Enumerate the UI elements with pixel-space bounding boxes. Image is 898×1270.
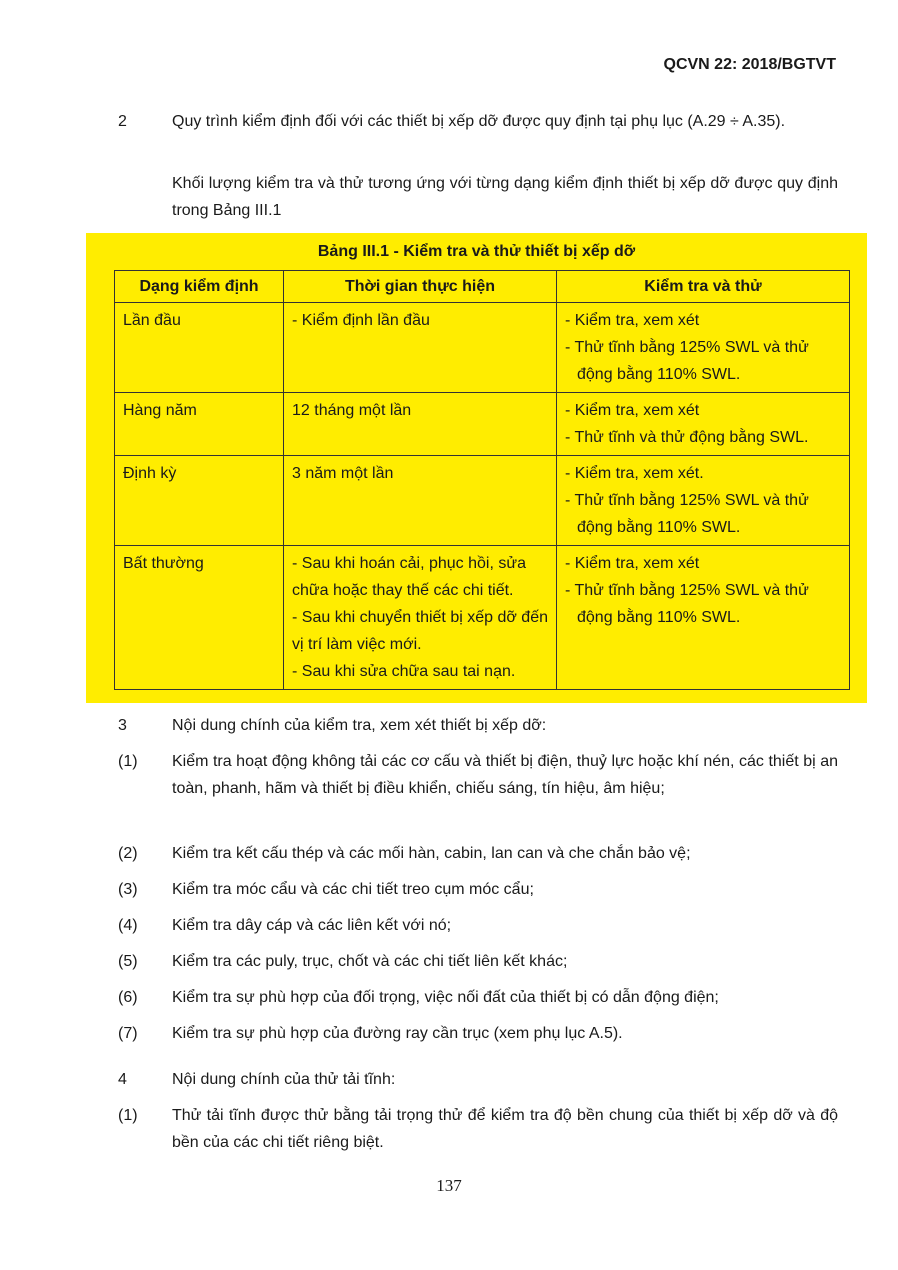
item-text: Kiểm tra dây cáp và các liên kết với nó; [172, 917, 452, 934]
page-number: 137 [436, 1176, 462, 1195]
test-line: - Kiểm tra, xem xét. [565, 465, 704, 482]
table-row [115, 303, 850, 393]
test-line: - Thử tĩnh bằng 125% SWL và thử động bằng 110% SWL. [565, 582, 809, 626]
test-cell [557, 393, 850, 456]
item-number: (7) [118, 1025, 138, 1042]
document-header: QCVN 22: 2018/BGTVT [663, 56, 836, 73]
inspection-type: Hàng năm [115, 393, 284, 456]
inspection-type: Định kỳ [115, 456, 284, 546]
section-2-paragraph: Khối lượng kiểm tra và thử tương ứng với từng dạng kiểm định thiết bị xếp dỡ được quy định trong Bảng III.1 [172, 175, 838, 219]
time-line: - Sau khi sửa chữa sau tai nạn. [292, 663, 516, 680]
item-text: Kiểm tra kết cấu thép và các mối hàn, cabin, lan can và che chắn bảo vệ; [172, 845, 691, 862]
table-caption: Bảng III.1 - Kiểm tra và thử thiết bị xếp dỡ [317, 243, 636, 260]
table-row [115, 456, 850, 546]
test-cell [557, 546, 850, 690]
time-line: 3 năm một lần [292, 465, 394, 482]
list-item [118, 948, 838, 975]
test-line: - Thử tĩnh bằng 125% SWL và thử động bằng 110% SWL. [565, 339, 809, 383]
list-item [118, 876, 838, 903]
list-item [118, 1102, 838, 1156]
time-cell [284, 546, 557, 690]
item-text: Kiểm tra hoạt động không tải các cơ cấu và thiết bị điện, thuỷ lực hoặc khí nén, các thiết bị an toàn, phanh, hãm và thiết bị điều khiển, chiếu sáng, tín hiệu, âm hiệu; [172, 753, 838, 797]
inspection-table [114, 270, 850, 690]
section-number: 2 [118, 113, 127, 130]
item-number: (4) [118, 917, 138, 934]
item-number: (6) [118, 989, 138, 1006]
test-line: - Kiểm tra, xem xét [565, 402, 700, 419]
table-row [115, 546, 850, 690]
inspection-type: Lần đầu [115, 303, 284, 393]
column-header: Thời gian thực hiện [284, 271, 557, 303]
list-item [118, 748, 838, 802]
section-text: Quy trình kiểm định đối với các thiết bị xếp dỡ được quy định tại phụ lục (A.29 ÷ A.35). [172, 113, 786, 130]
table-row [115, 393, 850, 456]
column-header: Dạng kiểm định [115, 271, 284, 303]
section-text: Nội dung chính của kiểm tra, xem xét thiết bị xếp dỡ: [172, 717, 547, 734]
column-header: Kiểm tra và thử [557, 271, 850, 303]
item-number: (1) [118, 753, 138, 770]
inspection-type: Bất thường [115, 546, 284, 690]
section-number: 4 [118, 1071, 127, 1088]
item-number: (3) [118, 881, 138, 898]
item-number: (1) [118, 1107, 138, 1124]
item-text: Kiểm tra sự phù hợp của đối trọng, việc nối đất của thiết bị có dẫn động điện; [172, 989, 719, 1006]
test-line: - Kiểm tra, xem xét [565, 555, 700, 572]
table-header-row [115, 271, 850, 303]
test-line: - Thử tĩnh và thử động bằng SWL. [565, 429, 809, 446]
time-line: - Sau khi hoán cải, phục hồi, sửa chữa hoặc thay thế các chi tiết. [292, 555, 526, 599]
list-item [118, 912, 838, 939]
time-line: 12 tháng một lần [292, 402, 412, 419]
time-cell [284, 456, 557, 546]
section-2 [118, 108, 838, 135]
item-text: Kiểm tra các puly, trục, chốt và các chi tiết liên kết khác; [172, 953, 568, 970]
item-number: (5) [118, 953, 138, 970]
section-text: Nội dung chính của thử tải tĩnh: [172, 1071, 396, 1088]
item-text: Thử tải tĩnh được thử bằng tải trọng thử để kiểm tra độ bền chung của thiết bị xếp dỡ và độ bền của các chi tiết riêng biệt. [172, 1107, 838, 1151]
time-line: - Sau khi chuyển thiết bị xếp dỡ đến vị trí làm việc mới. [292, 609, 548, 653]
list-item [118, 1020, 838, 1047]
test-cell [557, 456, 850, 546]
test-line: - Kiểm tra, xem xét [565, 312, 700, 329]
time-cell [284, 393, 557, 456]
item-text: Kiểm tra móc cẩu và các chi tiết treo cụm móc cẩu; [172, 881, 534, 898]
item-number: (2) [118, 845, 138, 862]
test-cell [557, 303, 850, 393]
section-4 [118, 1066, 838, 1093]
test-line: - Thử tĩnh bằng 125% SWL và thử động bằng 110% SWL. [565, 492, 809, 536]
section-3 [118, 712, 838, 739]
list-item [118, 840, 838, 867]
section-number: 3 [118, 717, 127, 734]
list-item [118, 984, 838, 1011]
item-text: Kiểm tra sự phù hợp của đường ray cần trục (xem phụ lục A.5). [172, 1025, 623, 1042]
time-line: - Kiểm định lần đầu [292, 312, 430, 329]
time-cell [284, 303, 557, 393]
